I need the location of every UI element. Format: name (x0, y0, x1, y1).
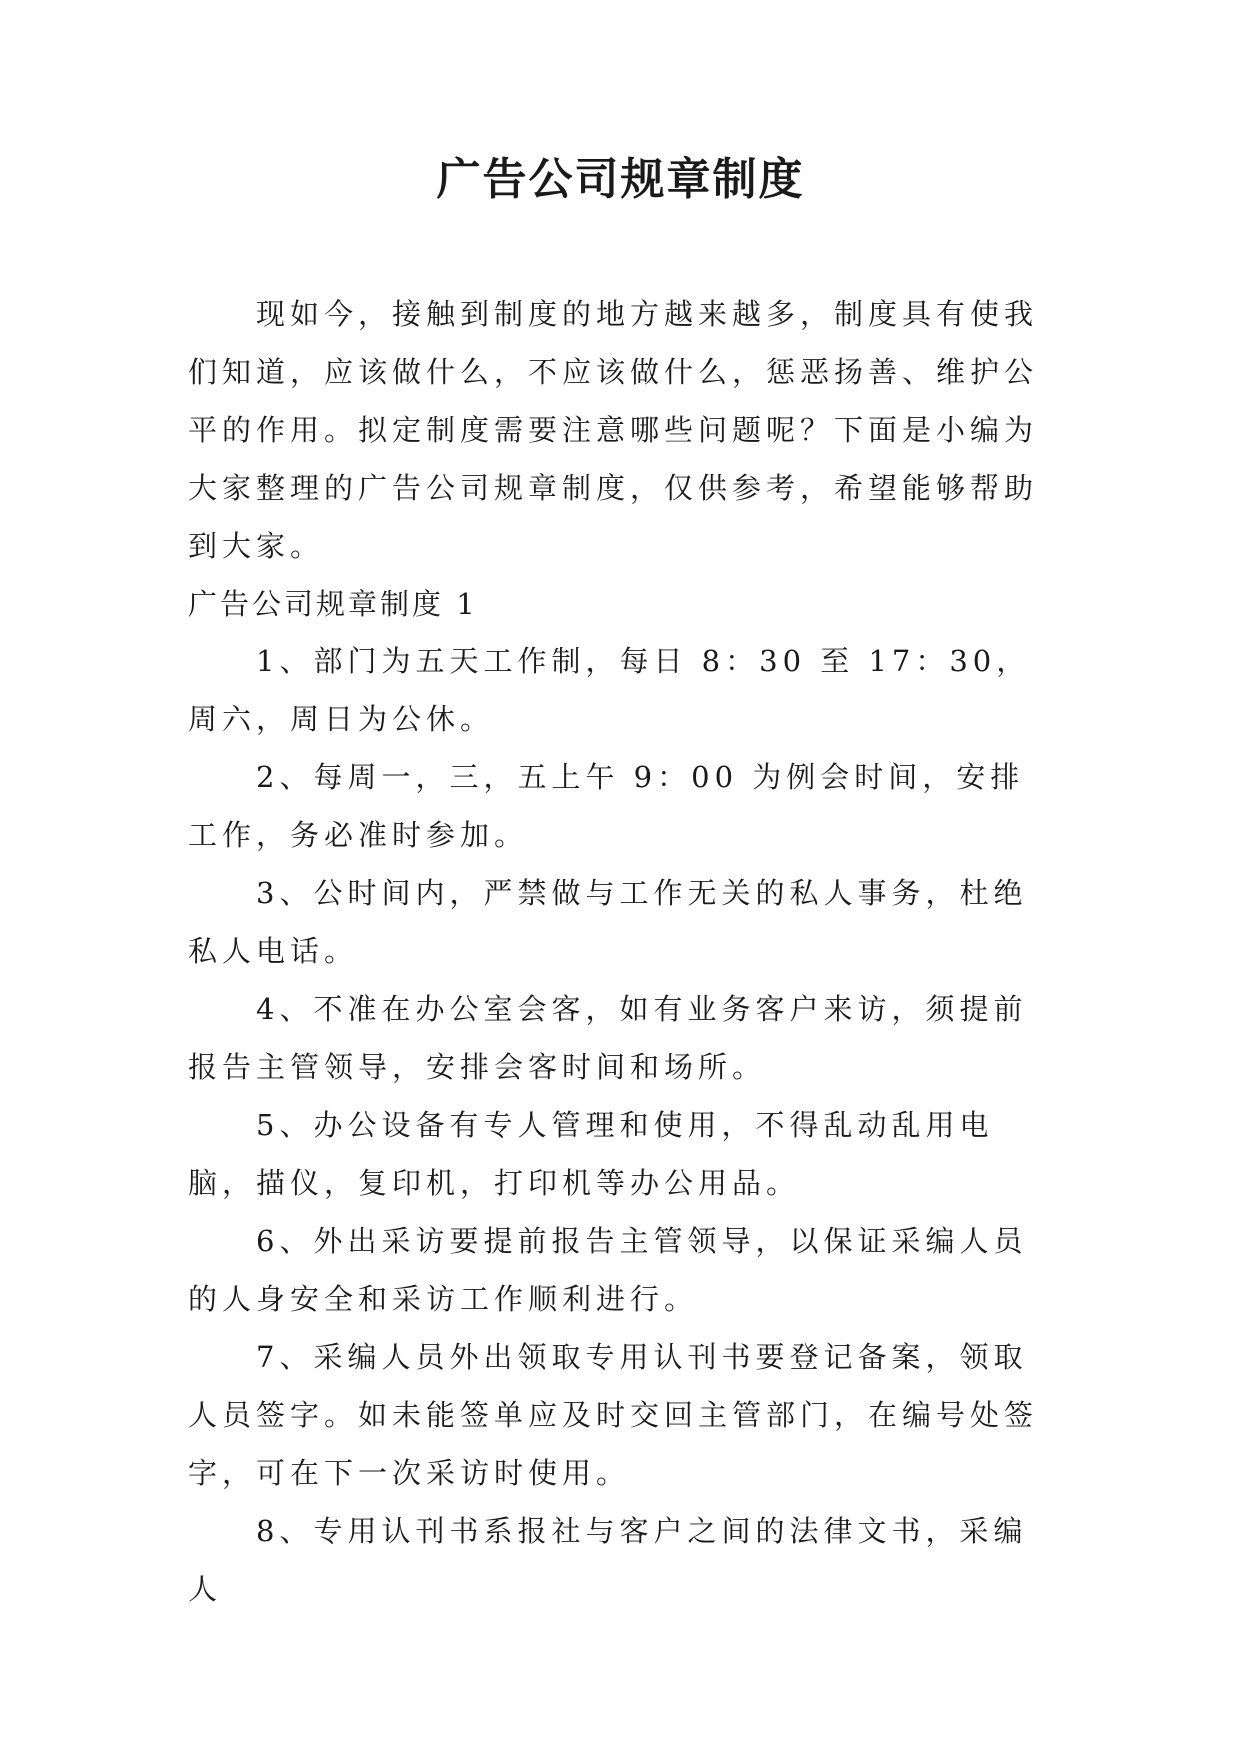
section-heading: 广告公司规章制度 1 (188, 587, 478, 621)
rule-item: 1、部门为五天工作制，每日 8：30 至 17：30，周六，周日为公休。 (188, 644, 1031, 736)
rule-item: 8、专用认刊书系报社与客户之间的法律文书，采编人 (188, 1514, 1028, 1606)
rule-item: 2、每周一，三，五上午 9：00 为例会时间，安排工作，务必准时参加。 (188, 760, 1025, 852)
rule-item: 5、办公设备有专人管理和使用，不得乱动乱用电脑，描仪，复印机，打印机等办公用品。 (188, 1108, 994, 1200)
rule-item: 6、外出采访要提前报告主管领导，以保证采编人员的人身安全和采访工作顺利进行。 (188, 1224, 1028, 1316)
document-title: 广告公司规章制度 (436, 154, 805, 205)
rule-item: 3、公时间内，严禁做与工作无关的私人事务，杜绝私人电话。 (188, 876, 1028, 968)
rule-item: 7、采编人员外出领取专用认刊书要登记备案，领取人员签字。如未能签单应及时交回主管部门，在编号处签字，可在下一次采访时使用。 (188, 1340, 1039, 1490)
rules-list (188, 632, 1058, 1618)
intro-paragraph: 现如今，接触到制度的地方越来越多，制度具有使我们知道，应该做什么，不应该做什么，惩恶扬善、维护公平的作用。拟定制度需要注意哪些问题呢？下面是小编为大家整理的广告公司规章制度，仅供参考，希望能够帮助到大家。 (188, 297, 1039, 563)
rule-item: 4、不准在办公室会客，如有业务客户来访，须提前报告主管领导，安排会客时间和场所。 (188, 992, 1028, 1084)
